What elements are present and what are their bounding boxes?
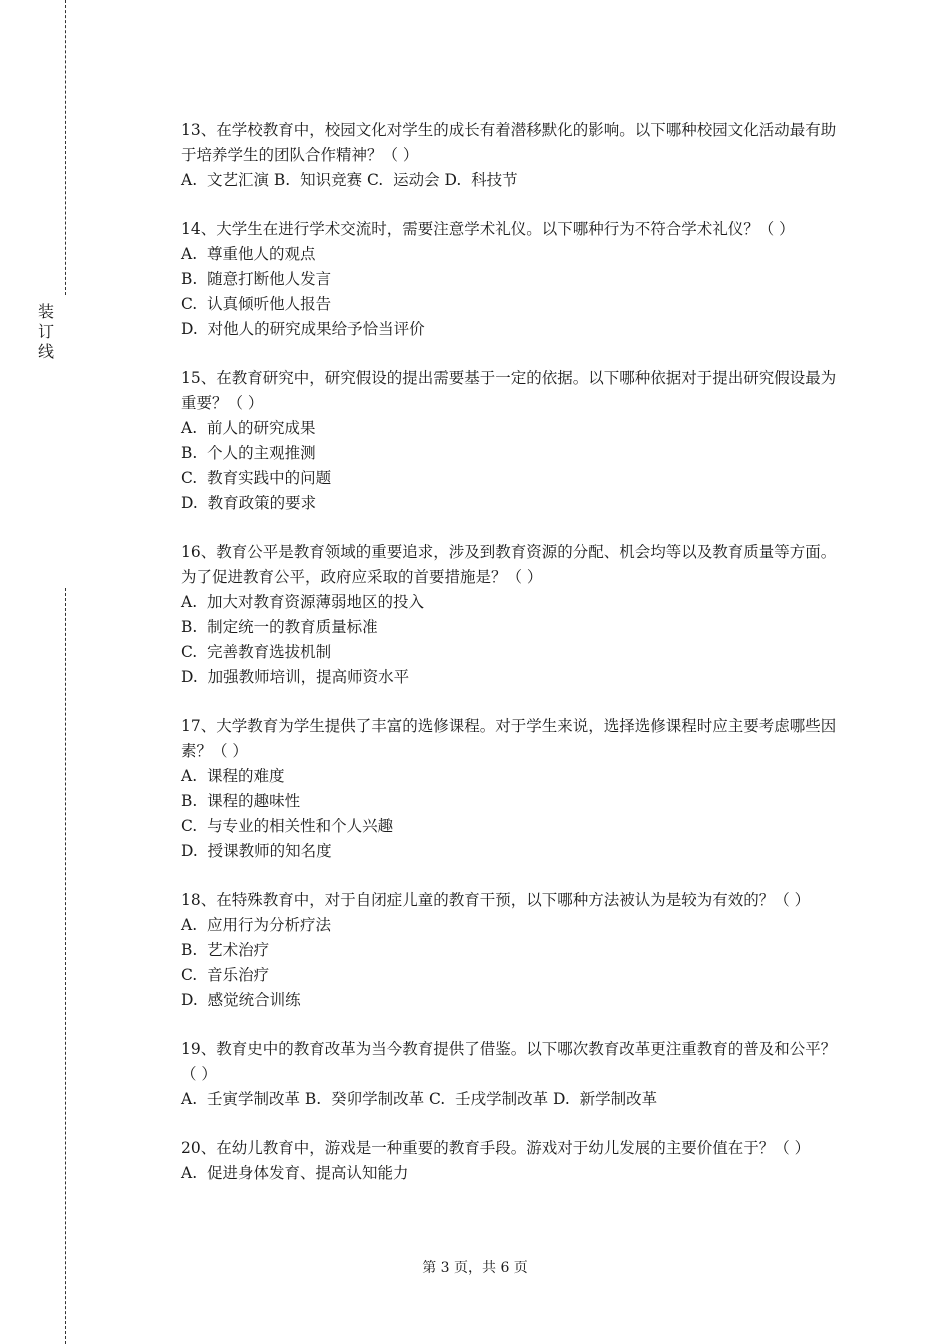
page-footer: 第 3 页，共 6 页 xyxy=(422,1260,528,1276)
question-stem: 19、教育史中的教育改革为当今教育提供了借鉴。以下哪次教育改革更注重教育的普及和公平？（ ） xyxy=(181,1040,837,1083)
option-a: A. 前人的研究成果 xyxy=(181,419,316,437)
binding-line-bottom xyxy=(65,588,66,1344)
question-stem: 18、在特殊教育中，对于自闭症儿童的教育干预，以下哪种方法被认为是较为有效的？（ ） xyxy=(181,891,811,909)
question-list xyxy=(181,118,841,1210)
option-b: B. 课程的趣味性 xyxy=(181,792,301,810)
option-b: B. 个人的主观推测 xyxy=(181,444,316,462)
question-stem: 17、大学教育为学生提供了丰富的选修课程。对于学生来说，选择选修课程时应主要考虑哪些因素？（ ） xyxy=(181,717,837,760)
question-17 xyxy=(181,714,841,864)
question-stem: 15、在教育研究中，研究假设的提出需要基于一定的依据。以下哪种依据对于提出研究假设最为重要？（ ） xyxy=(181,369,837,412)
option-d: D. 授课教师的知名度 xyxy=(181,842,332,860)
binding-char: 装 xyxy=(37,302,54,321)
option-c: C. 完善教育选拔机制 xyxy=(181,643,332,661)
question-19 xyxy=(181,1037,841,1112)
question-20 xyxy=(181,1136,841,1186)
question-stem: 14、大学生在进行学术交流时，需要注意学术礼仪。以下哪种行为不符合学术礼仪？（ ） xyxy=(181,220,795,238)
question-13 xyxy=(181,118,841,193)
option-b: B. 艺术治疗 xyxy=(181,941,270,959)
option-c: C. 音乐治疗 xyxy=(181,966,270,984)
option-d: D. 教育政策的要求 xyxy=(181,494,317,512)
question-options-inline: A. 文艺汇演 B. 知识竞赛 C. 运动会 D. 科技节 xyxy=(181,171,518,189)
option-a: A. 加大对教育资源薄弱地区的投入 xyxy=(181,593,424,611)
option-b: B. 制定统一的教育质量标准 xyxy=(181,618,378,636)
option-c: C. 认真倾听他人报告 xyxy=(181,295,332,313)
option-c: C. 教育实践中的问题 xyxy=(181,469,332,487)
question-14 xyxy=(181,217,841,342)
question-options-inline: A. 壬寅学制改革 B. 癸卯学制改革 C. 壬戌学制改革 D. 新学制改革 xyxy=(181,1090,658,1108)
option-b: B. 随意打断他人发言 xyxy=(181,270,332,288)
question-stem: 20、在幼儿教育中，游戏是一种重要的教育手段。游戏对于幼儿发展的主要价值在于？（ ） xyxy=(181,1139,811,1157)
question-15 xyxy=(181,366,841,516)
option-a: A. 尊重他人的观点 xyxy=(181,245,316,263)
option-a: A. 应用行为分析疗法 xyxy=(181,916,331,934)
question-16 xyxy=(181,540,841,690)
option-d: D. 加强教师培训，提高师资水平 xyxy=(181,668,410,686)
option-a: A. 课程的难度 xyxy=(181,767,285,785)
binding-char: 订 xyxy=(37,322,54,341)
question-stem: 16、教育公平是教育领域的重要追求，涉及到教育资源的分配、机会均等以及教育质量等方面。为了促进教育公平，政府应采取的首要措施是？（ ） xyxy=(181,543,837,586)
question-18 xyxy=(181,888,841,1013)
option-c: C. 与专业的相关性和个人兴趣 xyxy=(181,817,394,835)
option-d: D. 感觉统合训练 xyxy=(181,991,301,1009)
option-a: A. 促进身体发育、提高认知能力 xyxy=(181,1164,409,1182)
binding-line-top xyxy=(65,0,66,295)
option-d: D. 对他人的研究成果给予恰当评价 xyxy=(181,320,425,338)
binding-label xyxy=(36,302,56,362)
question-stem: 13、在学校教育中，校园文化对学生的成长有着潜移默化的影响。以下哪种校园文化活动最有助于培养学生的团队合作精神？（ ） xyxy=(181,121,837,164)
binding-char: 线 xyxy=(37,342,54,361)
